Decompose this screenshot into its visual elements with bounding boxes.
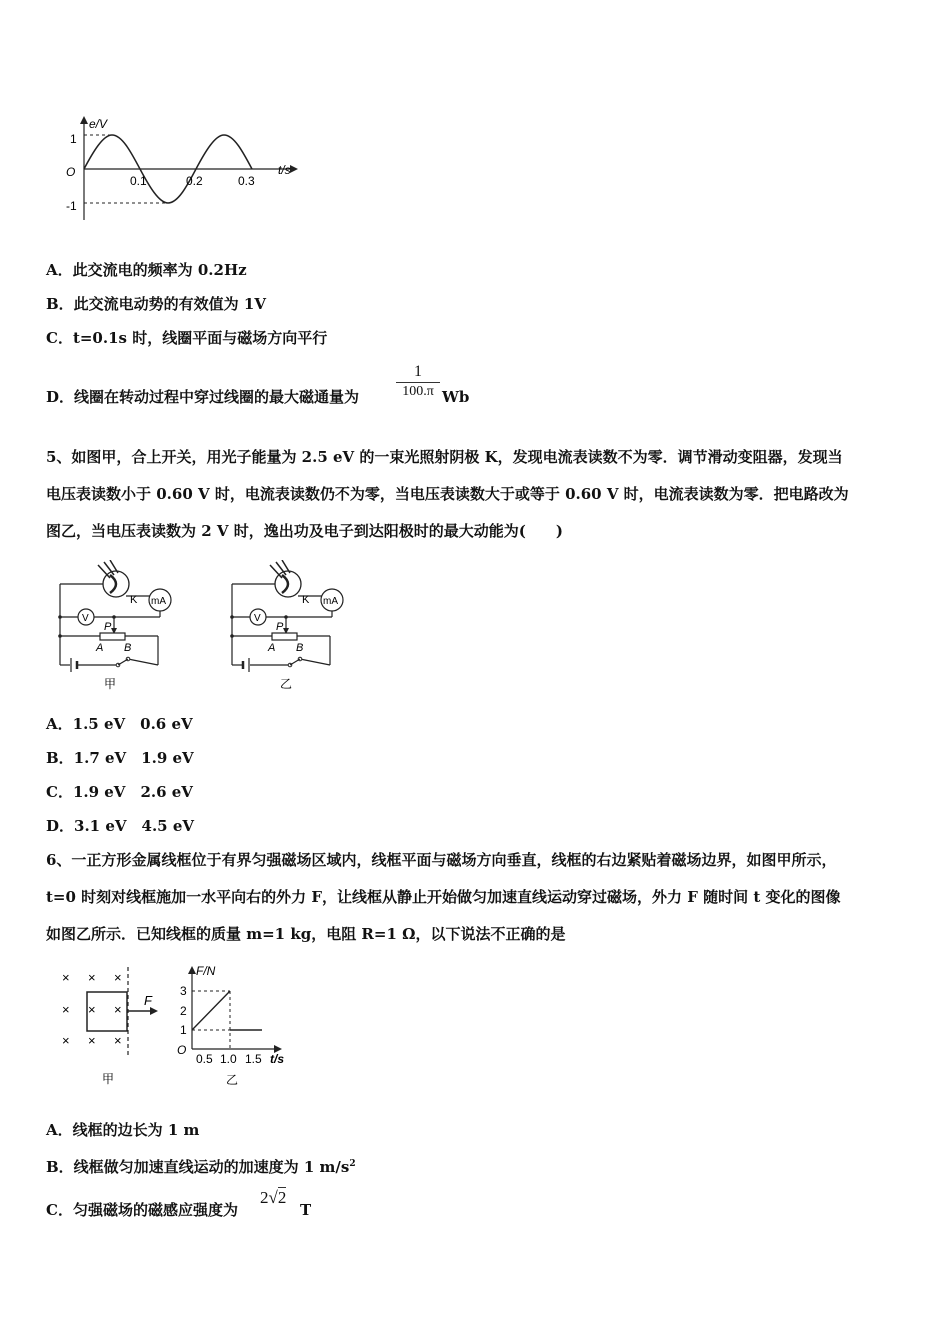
q4-option-b: B．此交流电动势的有效值为 1V bbox=[46, 295, 266, 313]
x-tick-1: 0.5 bbox=[196, 1052, 213, 1066]
y-tick-3: 3 bbox=[180, 984, 187, 998]
q6-option-b-text: B．线框做匀加速直线运动的加速度为 1 m/s bbox=[46, 1158, 350, 1176]
fraction-numerator: 1 bbox=[414, 363, 422, 380]
q4-option-d-fraction bbox=[396, 362, 440, 401]
q6-option-c-text: C．匀强磁场的磁感应强度为 bbox=[46, 1201, 238, 1219]
emf-origin-label: O bbox=[66, 165, 76, 179]
radical-coefficient: 2 bbox=[260, 1188, 269, 1207]
q6-option-c-unit: T bbox=[300, 1201, 312, 1219]
radical-sign: √ bbox=[268, 1188, 278, 1207]
graph-y-label: F/N bbox=[196, 964, 216, 978]
q5-option-b: B．1.7 eV 1.9 eV bbox=[46, 749, 194, 767]
q5-stem bbox=[46, 439, 916, 550]
y-tick-1: 1 bbox=[180, 1023, 187, 1037]
field-mark: × bbox=[88, 970, 96, 985]
junction bbox=[58, 634, 62, 638]
radical-value: 2 bbox=[277, 1188, 287, 1207]
q4-option-d-unit: Wb bbox=[442, 388, 470, 406]
q6-line-1: 6、一正方形金属线框位于有界匀强磁场区域内，线框平面与磁场方向垂直，线框的右边紧贴着磁场边界，如图甲所示， bbox=[46, 851, 837, 869]
graph-x-label: t/s bbox=[270, 1052, 285, 1066]
end-b-label: B bbox=[296, 642, 304, 654]
graph-y-arrow bbox=[188, 966, 196, 974]
q5-option-c: C．1.9 eV 2.6 eV bbox=[46, 783, 193, 801]
caption-jia: 甲 bbox=[104, 677, 117, 691]
emf-y-bottom-label: -1 bbox=[66, 199, 77, 213]
slider-label: P bbox=[276, 621, 284, 633]
q5-line-1: 5、如图甲，合上开关，用光子能量为 2.5 eV 的一束光照射阴极 K，发现电流表读数不为零．调节滑动变阻器，发现当 bbox=[46, 448, 843, 466]
q5-line-2: 电压表读数小于 0.60 V 时，电流表读数仍不为零，当电压表读数大于或等于 0.60 V 时，电流表读数为零．把电路改为 bbox=[46, 485, 849, 503]
emf-x-tick-1: 0.1 bbox=[130, 174, 147, 188]
x-tick-2: 1.0 bbox=[220, 1052, 237, 1066]
q4-option-d-text: D．线圈在转动过程中穿过线圈的最大磁通量为 bbox=[46, 388, 360, 406]
field-mark: × bbox=[114, 1002, 122, 1017]
q6-line-3: 如图乙所示．已知线框的质量 m=1 kg，电阻 R=1 Ω，以下说法不正确的是 bbox=[46, 925, 566, 943]
cathode-label: K bbox=[130, 594, 138, 606]
junction bbox=[230, 615, 234, 619]
field-mark: × bbox=[62, 1033, 70, 1048]
switch-blade bbox=[118, 659, 128, 665]
junction bbox=[58, 615, 62, 619]
rheostat bbox=[272, 633, 297, 640]
emf-y-arrow bbox=[80, 116, 88, 124]
q6-stem bbox=[46, 842, 916, 953]
caption-yi: 乙 bbox=[226, 1073, 239, 1087]
end-b-label: B bbox=[124, 642, 132, 654]
q5-option-d: D．3.1 eV 4.5 eV bbox=[46, 817, 195, 835]
field-mark: × bbox=[88, 1033, 96, 1048]
emf-x-arrow bbox=[290, 165, 298, 173]
ammeter-label: mA bbox=[323, 596, 338, 607]
q6-option-c-radical bbox=[260, 1188, 286, 1208]
end-a-label: A bbox=[268, 642, 276, 654]
wire bbox=[300, 659, 330, 665]
emf-x-tick-2: 0.2 bbox=[186, 174, 203, 188]
q6-line-2: t=0 时刻对线框施加一水平向右的外力 F，让线框从静止开始做匀加速直线运动穿过磁场，外力 F 随时间 t 变化的图像 bbox=[46, 888, 841, 906]
circuit-jia bbox=[58, 560, 171, 691]
switch-blade bbox=[290, 659, 300, 665]
cathode-label: K bbox=[302, 594, 310, 606]
slider-label: P bbox=[104, 621, 112, 633]
field-mark: × bbox=[114, 1033, 122, 1048]
q5-option-a: A．1.5 eV 0.6 eV bbox=[46, 715, 193, 733]
q4-option-d bbox=[46, 363, 470, 407]
y-tick-2: 2 bbox=[180, 1004, 187, 1018]
wire bbox=[128, 659, 158, 665]
emf-y-label: e/V bbox=[89, 117, 108, 131]
q6-option-a: A．线框的边长为 1 m bbox=[46, 1121, 200, 1139]
end-a-label: A bbox=[96, 642, 104, 654]
q6-option-c bbox=[46, 1188, 312, 1220]
emf-graph bbox=[60, 112, 310, 222]
circuit-yi bbox=[230, 560, 343, 691]
force-line-rising bbox=[192, 991, 230, 1030]
voltmeter-label: V bbox=[254, 613, 261, 624]
force-label: F bbox=[144, 993, 152, 1008]
field-mark: × bbox=[114, 970, 122, 985]
force-arrow-head bbox=[150, 1007, 158, 1015]
q4-option-c: C．t=0.1s 时，线圈平面与磁场方向平行 bbox=[46, 329, 328, 347]
caption-yi: 乙 bbox=[280, 677, 293, 691]
q6-force-graph bbox=[172, 960, 297, 1090]
caption-jia: 甲 bbox=[102, 1072, 115, 1086]
junction bbox=[230, 634, 234, 638]
field-mark: × bbox=[88, 1002, 96, 1017]
ammeter-label: mA bbox=[151, 596, 166, 607]
fraction-denominator: 100.π bbox=[402, 384, 434, 399]
field-mark: × bbox=[62, 1002, 70, 1017]
q4-option-a: A．此交流电的频率为 0.2Hz bbox=[46, 261, 247, 279]
x-tick-3: 1.5 bbox=[245, 1052, 262, 1066]
field-mark: × bbox=[62, 970, 70, 985]
emf-x-tick-3: 0.3 bbox=[238, 174, 255, 188]
q5-line-3: 图乙，当电压表读数为 2 V 时，逸出功及电子到达阳极时的最大动能为( ) bbox=[46, 522, 563, 540]
q6-option-b-sup: 2 bbox=[349, 1159, 356, 1169]
emf-y-top-label: 1 bbox=[70, 132, 77, 146]
emf-x-label: t/s bbox=[278, 163, 291, 177]
q6-option-b bbox=[46, 1154, 356, 1177]
rheostat bbox=[100, 633, 125, 640]
q5-circuit-figures bbox=[50, 560, 370, 695]
q6-frame-figure bbox=[58, 965, 173, 1090]
graph-origin: O bbox=[177, 1043, 187, 1057]
voltmeter-label: V bbox=[82, 613, 89, 624]
